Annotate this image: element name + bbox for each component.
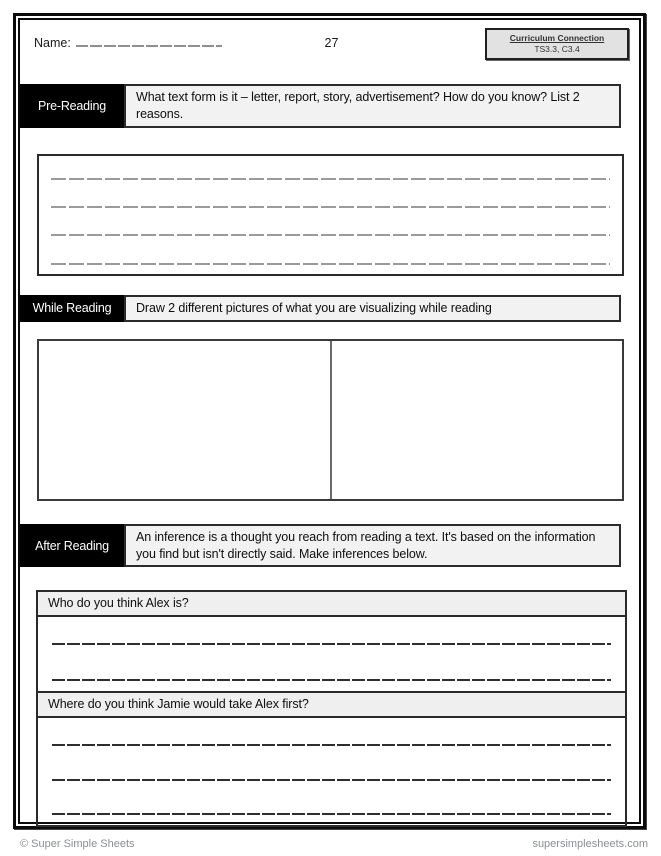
name-field: [34, 28, 312, 50]
header-right: [352, 28, 630, 60]
writing-line: [51, 234, 610, 236]
pre-reading-section-header: [20, 84, 621, 128]
page-inner-border: [18, 18, 641, 824]
page-border: [13, 13, 646, 829]
draw-area-1: [39, 341, 332, 499]
while-reading-prompt-text: Draw 2 different pictures of what you are visualizing while reading: [136, 300, 492, 315]
curriculum-connection-box: [485, 28, 629, 60]
footer-copyright: © Super Simple Sheets: [20, 838, 135, 850]
writing-line: [52, 813, 611, 815]
while-reading-prompt: [124, 295, 621, 322]
pre-reading-label: Pre-Reading: [20, 84, 124, 128]
curriculum-codes: TS3.3, C3.4: [534, 44, 580, 54]
question-1-answer-area: [38, 617, 625, 691]
page-number: 27: [324, 36, 339, 50]
question-2-answer-area: [38, 718, 625, 825]
while-reading-label: While Reading: [20, 295, 124, 322]
writing-line: [52, 744, 611, 746]
pre-reading-answer-box: [37, 154, 624, 276]
writing-line: [51, 178, 610, 180]
header-row: [34, 28, 629, 62]
name-label: Name:: [34, 36, 71, 50]
question-1: Who do you think Alex is?: [38, 592, 625, 617]
curriculum-title: Curriculum Connection: [509, 33, 605, 43]
after-reading-label: After Reading: [20, 524, 124, 568]
writing-line: [52, 679, 611, 681]
writing-line: [52, 643, 611, 645]
writing-line: [51, 206, 610, 208]
footer-website: supersimplesheets.com: [532, 838, 648, 850]
name-blank-line: [76, 36, 222, 47]
writing-line: [51, 263, 610, 265]
page-footer: [20, 838, 648, 850]
pre-reading-prompt: [124, 84, 621, 128]
after-reading-section-header: [20, 524, 621, 568]
draw-area-2: [332, 341, 623, 499]
question-2: Where do you think Jamie would take Alex first?: [38, 691, 625, 718]
inference-questions-box: [36, 590, 627, 827]
after-reading-prompt-text: An inference is a thought you reach from reading a text. It's based on the information you find but isn't directly said. Make inferences below.: [136, 529, 596, 561]
after-reading-prompt: [124, 524, 621, 568]
pre-reading-prompt-text: What text form is it – letter, report, story, advertisement? How do you know? List 2 reasons.: [136, 90, 580, 121]
writing-line: [52, 779, 611, 781]
while-reading-section-header: [20, 295, 621, 322]
visualizing-draw-box: [37, 339, 624, 501]
